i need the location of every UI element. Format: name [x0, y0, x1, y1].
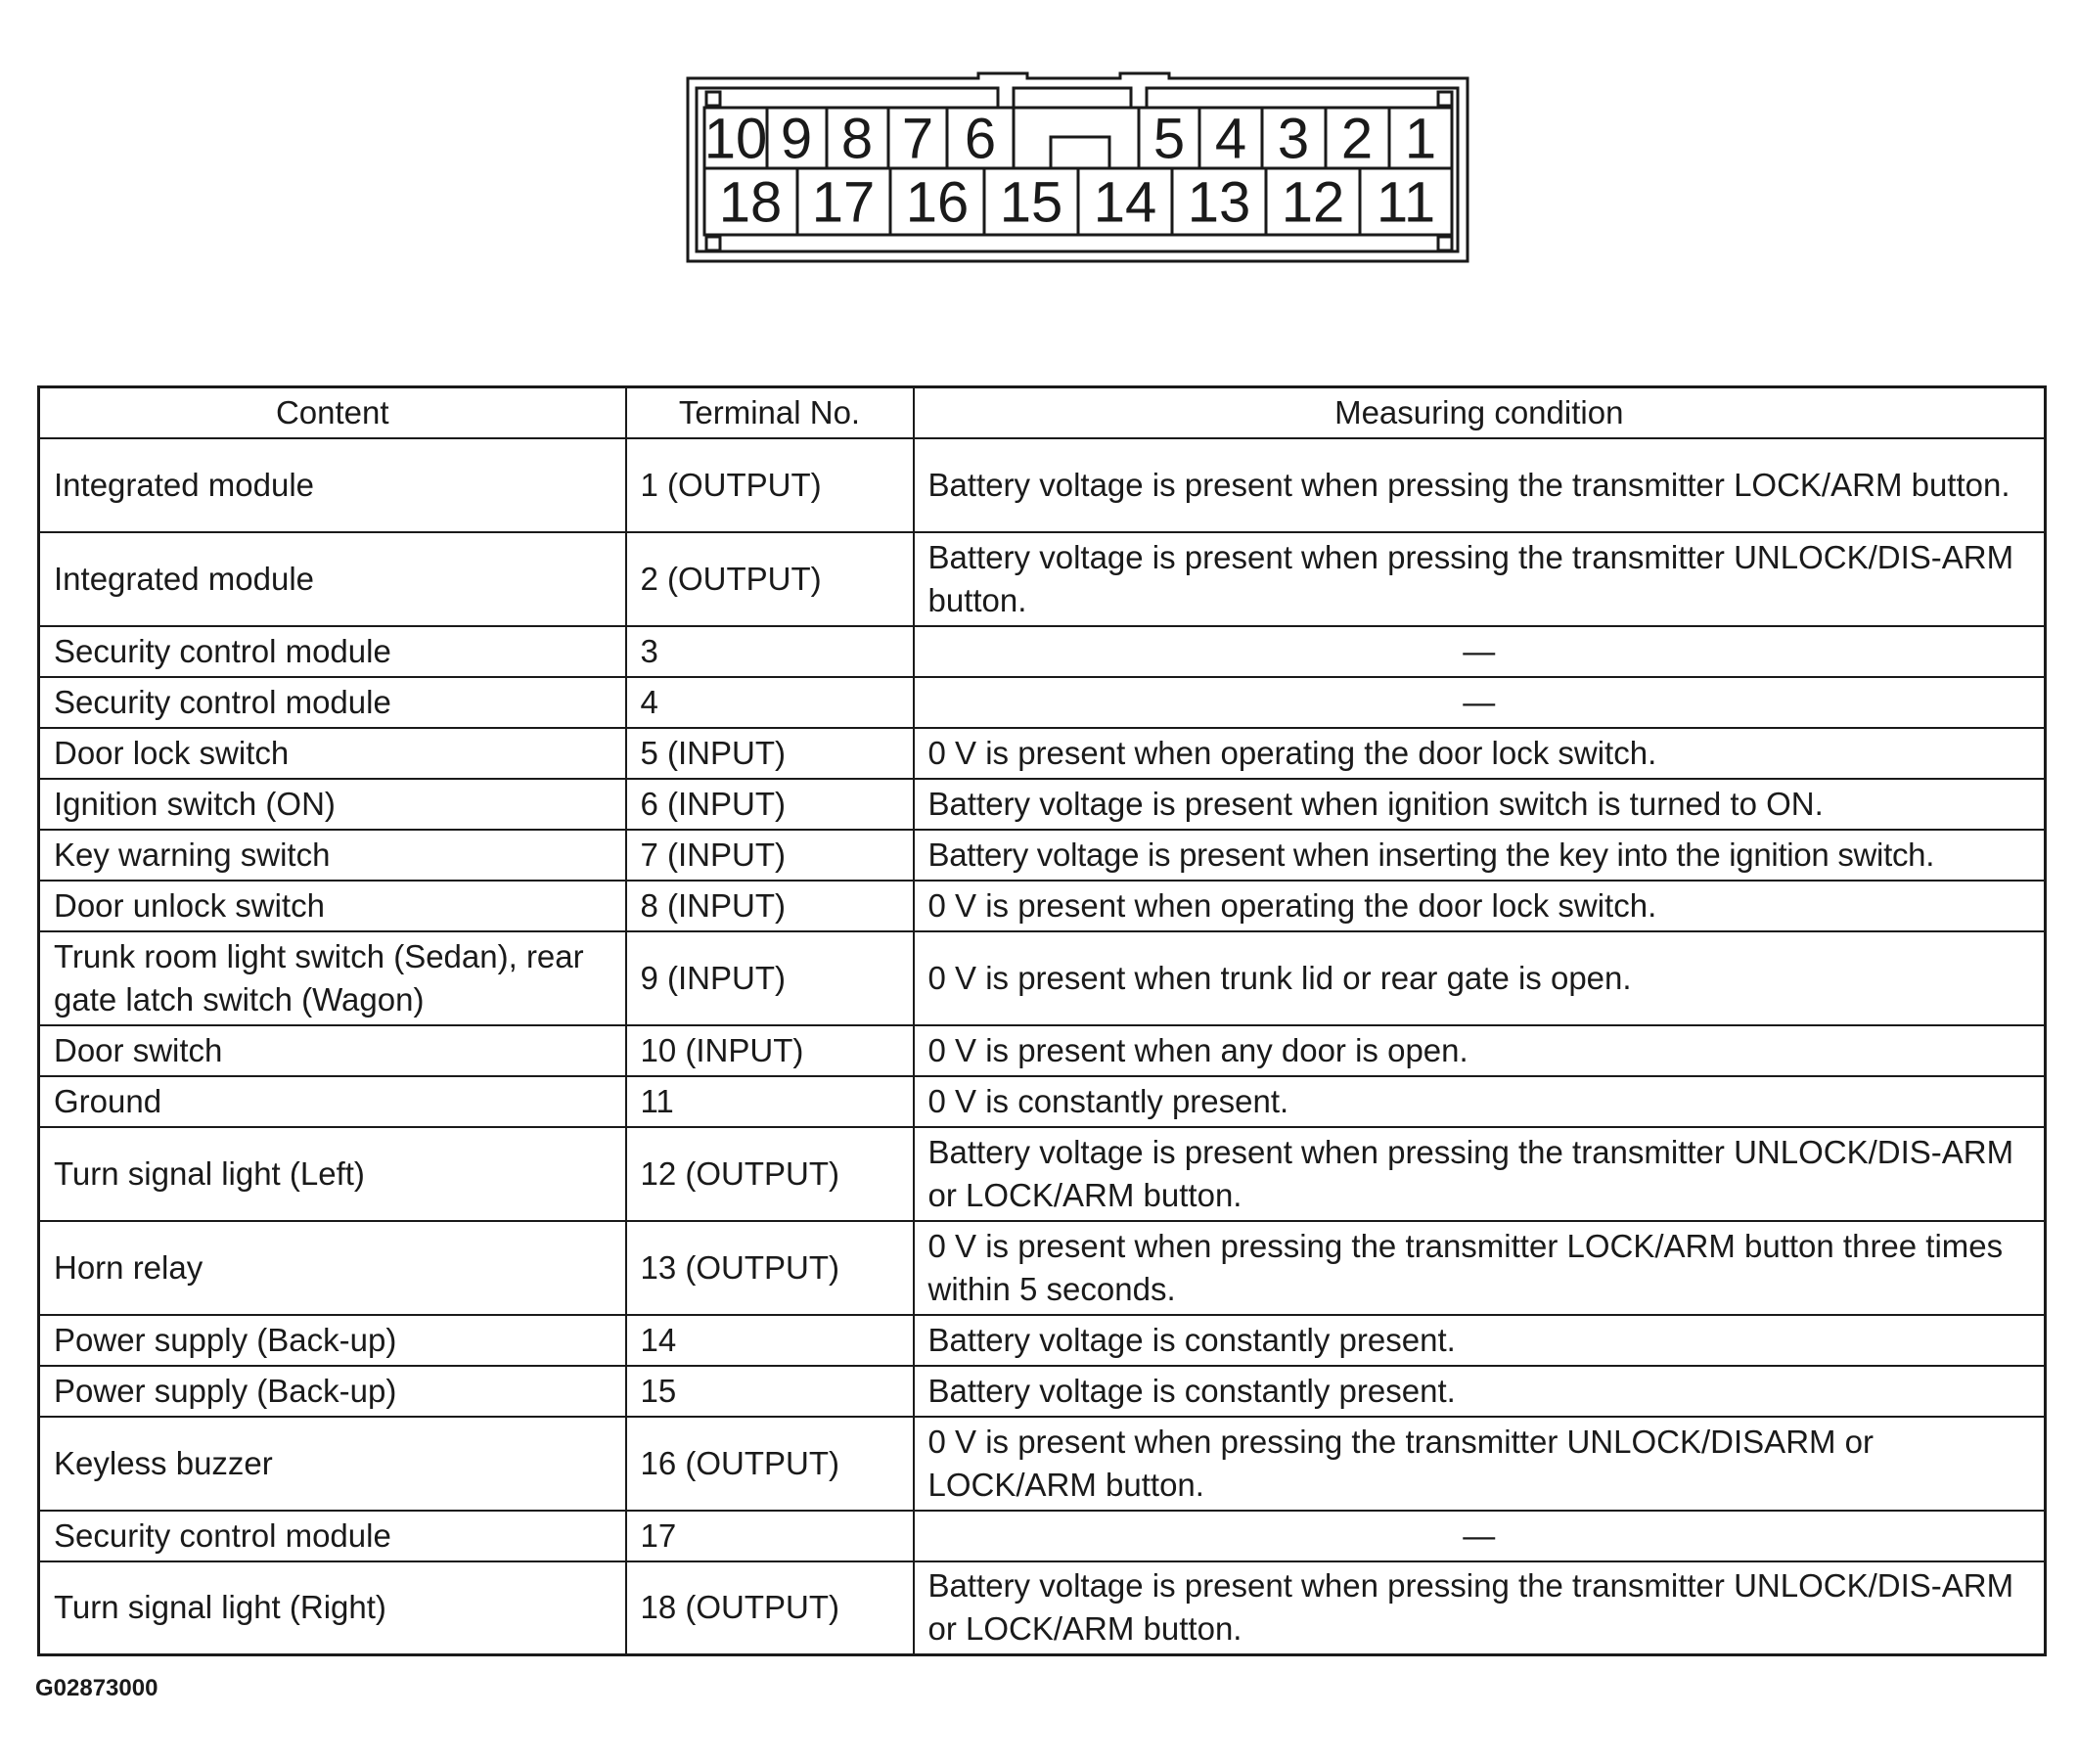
cell-terminal: 14 — [626, 1315, 914, 1366]
header-terminal: Terminal No. — [626, 387, 914, 438]
pin-label-7: 7 — [901, 107, 934, 171]
cell-terminal: 2 (OUTPUT) — [626, 532, 914, 626]
pin-label-6: 6 — [964, 107, 997, 171]
table-row — [39, 1561, 2046, 1655]
cell-terminal: 16 (OUTPUT) — [626, 1417, 914, 1511]
table-row — [39, 728, 2046, 779]
pin-label-10: 10 — [703, 107, 768, 171]
table-row — [39, 438, 2046, 532]
connector-key-notch — [1051, 137, 1109, 168]
connector-latch-bl — [706, 237, 720, 250]
cell-condition: 0 V is constantly present. — [914, 1076, 2046, 1127]
pin-label-18: 18 — [718, 170, 783, 235]
cell-condition: Battery voltage is present when ignition switch is turned to ON. — [914, 779, 2046, 830]
cell-terminal: 15 — [626, 1366, 914, 1417]
table-row — [39, 881, 2046, 931]
cell-terminal: 18 (OUTPUT) — [626, 1561, 914, 1655]
table-row — [39, 1366, 2046, 1417]
connector-latch-tr — [1438, 92, 1452, 106]
table-row — [39, 1417, 2046, 1511]
pin-label-2: 2 — [1340, 107, 1374, 171]
pin-label-15: 15 — [999, 170, 1063, 235]
header-condition: Measuring condition — [914, 387, 2046, 438]
pin-label-4: 4 — [1214, 107, 1247, 171]
cell-content: Door lock switch — [39, 728, 626, 779]
cell-content: Door unlock switch — [39, 881, 626, 931]
table-header-row — [39, 387, 2046, 438]
table-row — [39, 1315, 2046, 1366]
cell-content: Trunk room light switch (Sedan), rear gate latch switch (Wagon) — [39, 931, 626, 1025]
cell-content: Power supply (Back-up) — [39, 1315, 626, 1366]
pin-label-14: 14 — [1093, 170, 1157, 235]
cell-condition: 0 V is present when trunk lid or rear gate is open. — [914, 931, 2046, 1025]
cell-terminal: 11 — [626, 1076, 914, 1127]
cell-condition: Battery voltage is present when pressing the transmitter LOCK/ARM button. — [914, 438, 2046, 532]
cell-content: Keyless buzzer — [39, 1417, 626, 1511]
table-row — [39, 532, 2046, 626]
pin-label-5: 5 — [1152, 107, 1186, 171]
cell-content: Power supply (Back-up) — [39, 1366, 626, 1417]
table-row — [39, 1025, 2046, 1076]
cell-condition: 0 V is present when pressing the transmitter UNLOCK/DISARM or LOCK/ARM button. — [914, 1417, 2046, 1511]
table-row — [39, 1127, 2046, 1221]
cell-content: Turn signal light (Right) — [39, 1561, 626, 1655]
cell-condition: 0 V is present when pressing the transmitter LOCK/ARM button three times within 5 seconds. — [914, 1221, 2046, 1315]
cell-content: Security control module — [39, 626, 626, 677]
cell-content: Horn relay — [39, 1221, 626, 1315]
cell-condition: — — [914, 626, 2046, 677]
cell-condition: Battery voltage is constantly present. — [914, 1366, 2046, 1417]
pin-label-16: 16 — [905, 170, 970, 235]
cell-condition: Battery voltage is constantly present. — [914, 1315, 2046, 1366]
cell-condition: 0 V is present when operating the door lock switch. — [914, 728, 2046, 779]
table-row — [39, 830, 2046, 881]
cell-terminal: 13 (OUTPUT) — [626, 1221, 914, 1315]
cell-condition: 0 V is present when operating the door lock switch. — [914, 881, 2046, 931]
cell-content: Integrated module — [39, 438, 626, 532]
pin-label-3: 3 — [1277, 107, 1310, 171]
table-row — [39, 1511, 2046, 1561]
cell-condition: Battery voltage is present when inserting the key into the ignition switch. — [914, 830, 2046, 881]
connector-diagram — [0, 0, 2078, 294]
cell-terminal: 6 (INPUT) — [626, 779, 914, 830]
cell-condition: Battery voltage is present when pressing the transmitter UNLOCK/DIS-ARM or LOCK/ARM button. — [914, 1127, 2046, 1221]
cell-content: Integrated module — [39, 532, 626, 626]
cell-content: Turn signal light (Left) — [39, 1127, 626, 1221]
cell-content: Door switch — [39, 1025, 626, 1076]
cell-terminal: 8 (INPUT) — [626, 881, 914, 931]
terminal-table — [37, 385, 2047, 1656]
cell-content: Key warning switch — [39, 830, 626, 881]
pin-label-17: 17 — [811, 170, 876, 235]
pin-label-12: 12 — [1281, 170, 1345, 235]
header-content: Content — [39, 387, 626, 438]
cell-content: Ignition switch (ON) — [39, 779, 626, 830]
cell-terminal: 10 (INPUT) — [626, 1025, 914, 1076]
cell-content: Security control module — [39, 677, 626, 728]
pin-label-1: 1 — [1404, 107, 1437, 171]
cell-condition: Battery voltage is present when pressing the transmitter UNLOCK/DIS-ARM or LOCK/ARM button. — [914, 1561, 2046, 1655]
pin-label-11: 11 — [1376, 170, 1436, 235]
connector-latch-tl — [706, 92, 720, 106]
cell-condition: — — [914, 1511, 2046, 1561]
cell-condition: 0 V is present when any door is open. — [914, 1025, 2046, 1076]
table-row — [39, 1076, 2046, 1127]
pin-label-13: 13 — [1187, 170, 1251, 235]
table-row — [39, 931, 2046, 1025]
pin-label-8: 8 — [840, 107, 874, 171]
connector-latch-br — [1438, 237, 1452, 250]
cell-terminal: 3 — [626, 626, 914, 677]
table-row — [39, 677, 2046, 728]
table-row — [39, 1221, 2046, 1315]
cell-terminal: 1 (OUTPUT) — [626, 438, 914, 532]
cell-terminal: 9 (INPUT) — [626, 931, 914, 1025]
cell-content: Security control module — [39, 1511, 626, 1561]
cell-content: Ground — [39, 1076, 626, 1127]
table-row — [39, 626, 2046, 677]
cell-condition: — — [914, 677, 2046, 728]
cell-terminal: 7 (INPUT) — [626, 830, 914, 881]
cell-terminal: 4 — [626, 677, 914, 728]
cell-terminal: 5 (INPUT) — [626, 728, 914, 779]
cell-terminal: 17 — [626, 1511, 914, 1561]
cell-terminal: 12 (OUTPUT) — [626, 1127, 914, 1221]
pin-label-9: 9 — [780, 107, 813, 171]
table-row — [39, 779, 2046, 830]
figure-code: G02873000 — [35, 1675, 158, 1701]
cell-condition: Battery voltage is present when pressing the transmitter UNLOCK/DIS-ARM button. — [914, 532, 2046, 626]
